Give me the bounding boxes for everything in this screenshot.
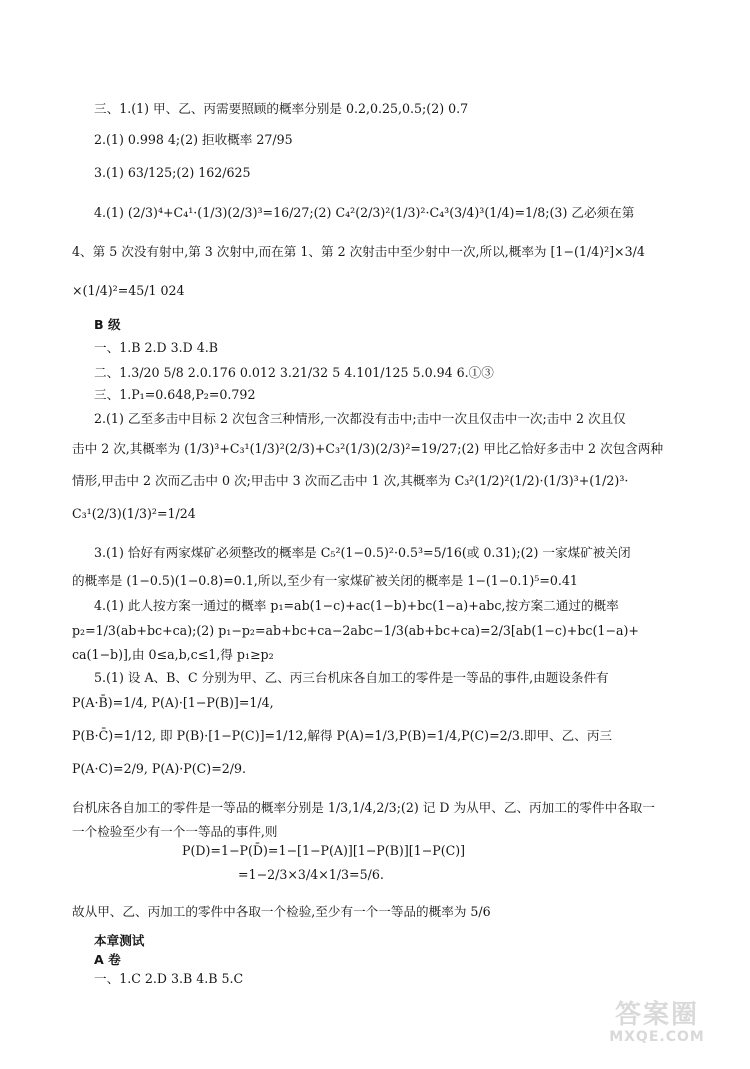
- answer-line: 台机床各自加工的零件是一等品的概率分别是 1/3,1/4,2/3;(2) 记 D 为从甲、乙、丙加工的零件中各取一: [72, 800, 655, 815]
- answer-line: 一、1.B 2.D 3.D 4.B: [94, 340, 218, 355]
- section-heading-b: B 级: [94, 317, 121, 332]
- answer-line: ×(1/4)²=45/1 024: [72, 283, 185, 298]
- answer-line: 3.(1) 63/125;(2) 162/625: [94, 165, 251, 180]
- answer-line: 4.(1) (2/3)⁴+C₄¹·(1/3)(2/3)³=16/27;(2) C₄²(2/3)²(1/3)²·C₄³(3/4)³(1/4)=1/8;(3) 乙必须在第: [94, 205, 635, 220]
- section-heading-a: A 卷: [94, 952, 121, 967]
- answer-line: 4、第 5 次没有射中,第 3 次射中,而在第 1、第 2 次射击中至少射中一次,所以,概率为 [1−(1/4)²]×3/4: [72, 244, 645, 259]
- equation-system-line: P(A·B̄)=1/4, P(A)·[1−P(B)]=1/4,: [72, 695, 274, 710]
- answer-line: 击中 2 次,其概率为 (1/3)³+C₃¹(1/3)²(2/3)+C₃²(1/3)(2/3)²=19/27;(2) 甲比乙恰好多击中 2 次包含两种: [72, 441, 664, 456]
- answer-line: C₃¹(2/3)(1/3)²=1/24: [72, 506, 196, 521]
- answer-line: p₂=1/3(ab+bc+ca);(2) p₁−p₂=ab+bc+ca−2abc−1/3(ab+bc+ca)=2/3[ab(1−c)+bc(1−a)+: [72, 623, 639, 638]
- answer-line: 故从甲、乙、丙加工的零件中各取一个检验,至少有一个一等品的概率为 5/6: [72, 904, 491, 919]
- formula-line: =1−2/3×3/4×1/3=5/6.: [238, 867, 384, 882]
- formula-line: P(D)=1−P(D̄)=1−[1−P(A)][1−P(B)][1−P(C)]: [182, 843, 466, 858]
- equation-system-line: P(B·C̄)=1/12, 即 P(B)·[1−P(C)]=1/12,解得 P(A)=1/3,P(B)=1/4,P(C)=2/3.即甲、乙、丙三: [72, 728, 613, 743]
- answer-line: 三、1.P₁=0.648,P₂=0.792: [94, 387, 256, 402]
- watermark-url: MXQE.COM: [609, 1029, 705, 1045]
- answer-line: 情形,甲击中 2 次而乙击中 0 次;甲击中 3 次而乙击中 1 次,其概率为 C₃²(1/2)²(1/2)·(1/3)³+(1/2)³·: [72, 473, 629, 488]
- answer-line: 5.(1) 设 A、B、C 分别为甲、乙、丙三台机床各自加工的零件是一等品的事件,由题设条件有: [94, 670, 609, 685]
- answer-line: 二、1.3/20 5/8 2.0.176 0.012 3.21/32 5 4.101/125 5.0.94 6.①③: [94, 365, 494, 380]
- watermark: [582, 1001, 732, 1047]
- answer-line: 4.(1) 此人按方案一通过的概率 p₁=ab(1−c)+ac(1−b)+bc(1−a)+abc,按方案二通过的概率: [94, 598, 619, 613]
- answer-line: 三、1.(1) 甲、乙、丙需要照顾的概率分别是 0.2,0.25,0.5;(2) 0.7: [94, 101, 469, 116]
- chapter-test-heading: 本章测试: [94, 933, 145, 948]
- watermark-logo: 答案圈: [614, 1000, 699, 1030]
- answer-line: 2.(1) 0.998 4;(2) 拒收概率 27/95: [94, 132, 293, 147]
- answer-line: 一、1.C 2.D 3.B 4.B 5.C: [94, 971, 244, 986]
- answer-line: 3.(1) 恰好有两家煤矿必须整改的概率是 C₅²(1−0.5)²·0.5³=5/16(或 0.31);(2) 一家煤矿被关闭: [94, 545, 631, 560]
- equation-system-line: P(A·C)=2/9, P(A)·P(C)=2/9.: [72, 761, 247, 776]
- answer-line: ca(1−b)],由 0≤a,b,c≤1,得 p₁≥p₂: [72, 647, 274, 662]
- answer-line: 的概率是 (1−0.5)(1−0.8)=0.1,所以,至少有一家煤矿被关闭的概率是 1−(1−0.1)⁵=0.41: [72, 573, 578, 588]
- answer-line: 一个检验至少有一个一等品的事件,则: [72, 824, 278, 839]
- answer-line: 2.(1) 乙至多击中目标 2 次包含三种情形,一次都没有击中;击中一次且仅击中一次;击中 2 次且仅: [94, 411, 626, 426]
